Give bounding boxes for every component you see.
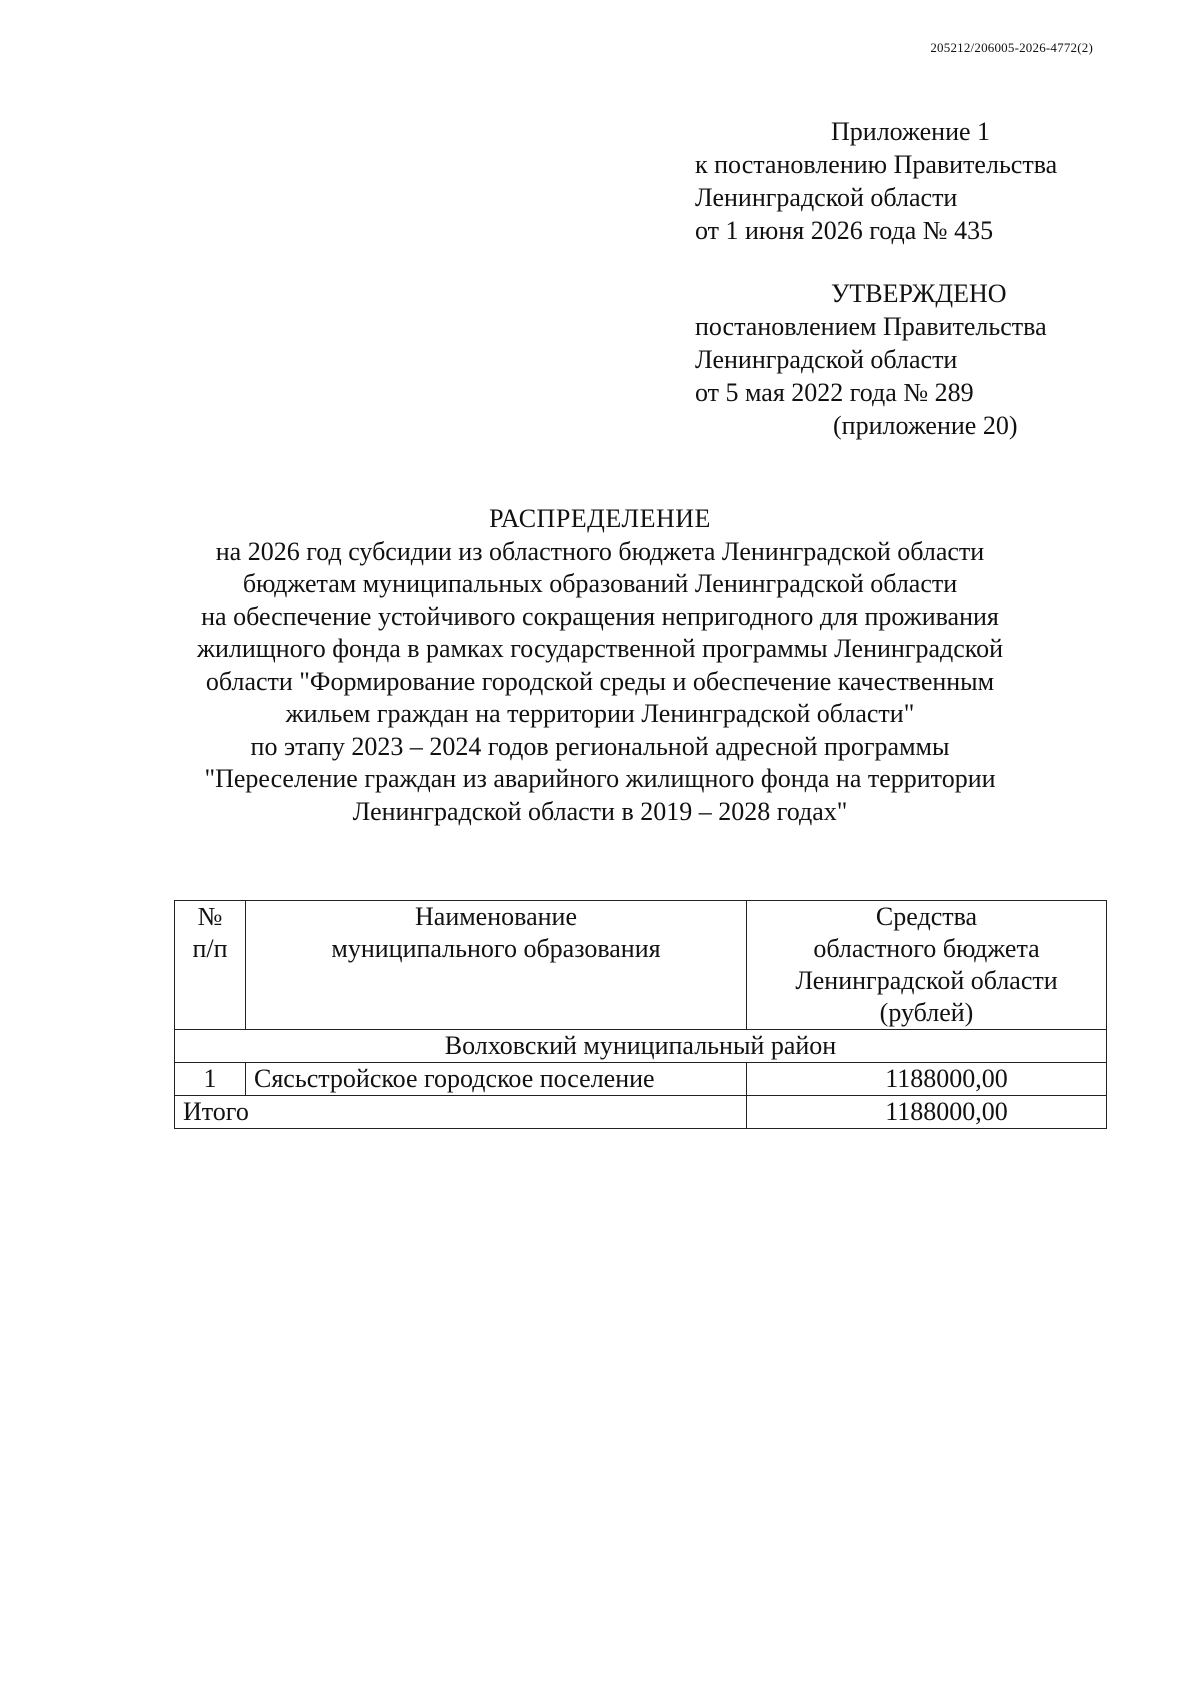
header-funds-line: Средства <box>875 902 978 931</box>
title-line: на обеспечение устойчивого сокращения непригодного для проживания <box>201 601 999 631</box>
approval-reference: постановлением Правительства <box>695 312 1047 341</box>
header-municipality-line: Наименование <box>415 902 577 931</box>
table-total-row <box>175 1096 1107 1129</box>
header-funds-line: (рублей) <box>879 998 974 1027</box>
approval-region: Ленинградской области <box>695 345 958 374</box>
header-municipality-line: муниципального образования <box>331 934 661 963</box>
annex-region: Ленинградской области <box>695 183 958 212</box>
region-name: Волховский муниципальный район <box>175 1030 1107 1063</box>
title-line: области "Формирование городской среды и обеспечение качественным <box>205 666 995 696</box>
row-number: 1 <box>175 1063 246 1096</box>
title-line: Ленинградской области в 2019 – 2028 годах" <box>352 796 848 826</box>
row-municipality: Сясьстройское городское поселение <box>246 1063 747 1096</box>
header-funds-line: областного бюджета <box>813 934 1040 963</box>
table-row <box>175 1063 1107 1096</box>
title-line: жильем граждан на территории Ленинградской области" <box>285 699 915 728</box>
title-line: "Переселение граждан из аварийного жилищного фонда на территории <box>204 764 996 793</box>
row-amount: 1188000,00 <box>747 1063 1107 1096</box>
total-amount: 1188000,00 <box>747 1096 1107 1129</box>
header-funds <box>747 901 1107 1030</box>
annex-number: Приложение 1 <box>831 117 991 146</box>
header-funds-line: Ленинградской области <box>795 966 1058 995</box>
header-number-line: № <box>197 902 223 931</box>
table-region-row <box>175 1030 1107 1063</box>
header-number-line: п/п <box>192 934 228 963</box>
title-heading: РАСПРЕДЕЛЕНИЕ <box>489 504 711 533</box>
document-id: 205212/206005-2026-4772(2) <box>930 40 1093 55</box>
approval-date: от 5 мая 2022 года № 289 <box>695 378 974 407</box>
title-line: по этапу 2023 – 2024 годов региональной адресной программы <box>250 731 950 761</box>
annex-date: от 1 июня 2026 года № 435 <box>695 216 994 245</box>
header-number <box>175 901 246 1030</box>
distribution-table <box>174 900 1107 1129</box>
title-line: на 2026 год субсидии из областного бюджета Ленинградской области <box>215 536 985 566</box>
document-title <box>150 503 1050 828</box>
annex-block <box>695 115 1135 247</box>
title-line: бюджетам муниципальных образований Ленинградской области <box>242 569 958 598</box>
total-label: Итого <box>175 1096 747 1129</box>
title-line: жилищного фонда в рамках государственной программы Ленинградской <box>196 634 1004 663</box>
annex-reference: к постановлению Правительства <box>695 150 1058 179</box>
approval-stamp: УТВЕРЖДЕНО <box>831 279 1007 308</box>
approval-annex: (приложение 20) <box>833 411 1018 440</box>
approval-block <box>695 277 1135 442</box>
header-municipality <box>246 901 747 1030</box>
table-header-row <box>175 901 1107 1030</box>
